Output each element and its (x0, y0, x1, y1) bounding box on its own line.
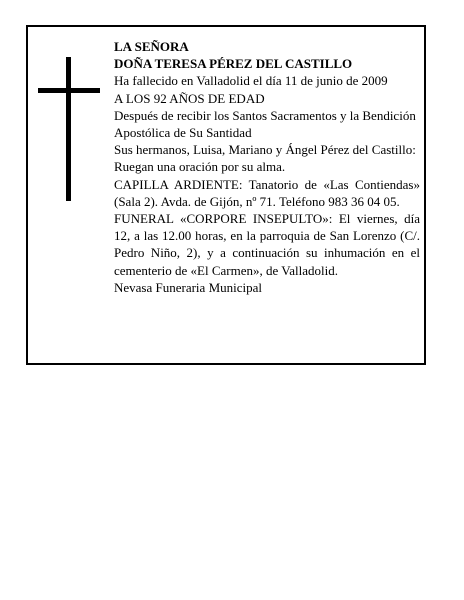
notice-heading: LA SEÑORA (114, 39, 189, 54)
funeral-home: Nevasa Funeraria Municipal (114, 279, 263, 295)
family-line: Sus hermanos, Luisa, Mariano y Ángel Pérez del Castillo: (114, 142, 416, 158)
funeral-info: FUNERAL «CORPORE INSEPULTO»: El viernes, día 12, a las 12.00 horas, en la parroquia de San Lorenzo (C/. Pedro Niño, 2), y a continuación su inhumación en el cementerio de «El Carmen», de Valladolid. (114, 211, 420, 278)
death-line: Ha fallecido en Valladolid el día 11 de junio de 2009 (114, 73, 388, 89)
prayer-line: Ruegan una oración por su alma. (114, 159, 286, 175)
cross-vertical-bar (66, 57, 71, 201)
age-line: A LOS 92 AÑOS DE EDAD (114, 90, 265, 106)
cross-icon (38, 57, 100, 201)
cross-horizontal-bar (38, 88, 100, 93)
chapel-info: CAPILLA ARDIENTE: Tanatorio de «Las Contiendas» (Sala 2). Avda. de Gijón, nº 71. Teléfono 983 36 04 05. (114, 176, 420, 209)
obituary-notice (26, 25, 426, 365)
notice-text (114, 38, 420, 296)
sacraments-line: Después de recibir los Santos Sacramentos y la Bendición Apostólica de Su Santidad (114, 107, 416, 141)
deceased-name: DOÑA TERESA PÉREZ DEL CASTILLO (114, 56, 353, 72)
